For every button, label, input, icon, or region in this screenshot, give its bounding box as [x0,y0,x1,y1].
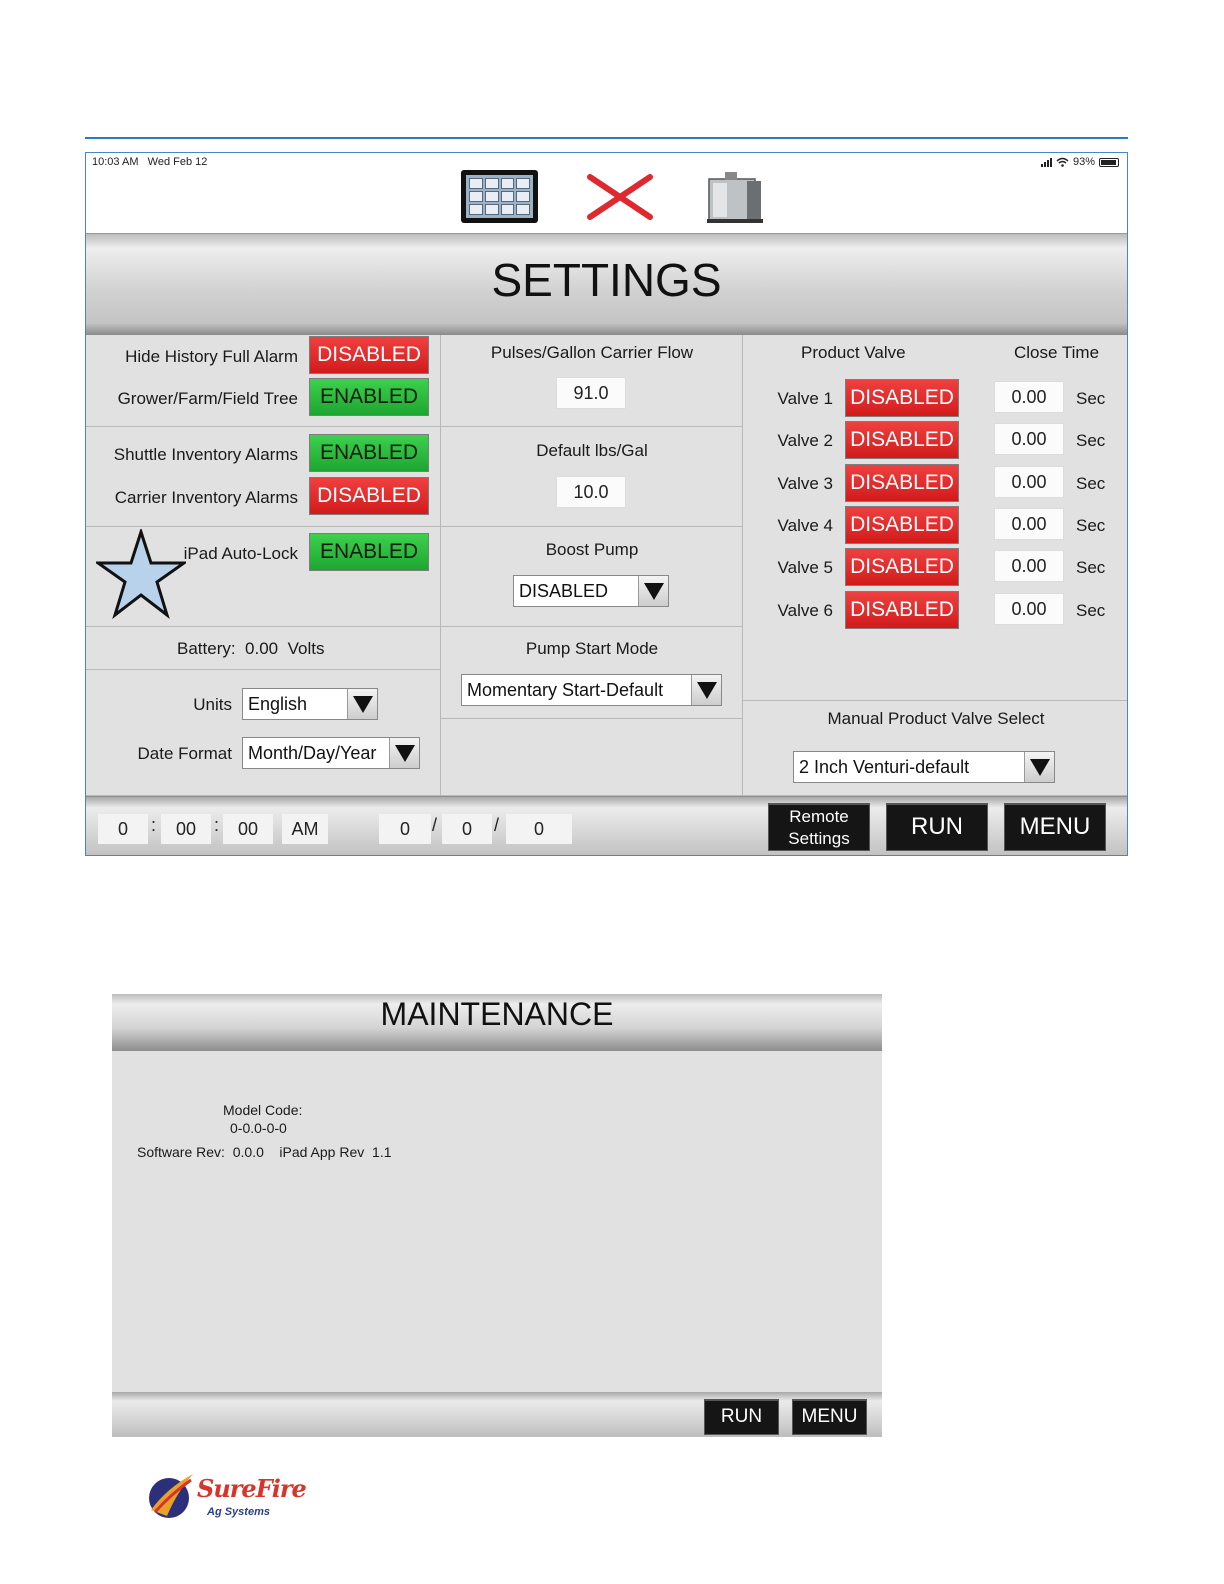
valve-1-close-time-input[interactable]: 0.00 [994,381,1064,413]
valve-5-close-time-input[interactable]: 0.00 [994,550,1064,582]
logo-name: SureFire [197,1474,306,1503]
label-date-format: Date Format [137,744,232,763]
boost-pump-select[interactable]: DISABLED [513,575,669,607]
logo-subtitle: Ag Systems [207,1506,270,1518]
wifi-icon [1056,157,1069,167]
valve-2-toggle[interactable]: DISABLED [845,421,959,459]
label-pulses: Pulses/Gallon Carrier Flow [490,343,694,362]
valve-2-close-time-input[interactable]: 0.00 [994,423,1064,455]
clock-ampm-input[interactable]: AM [282,814,328,844]
valve-6-toggle[interactable]: DISABLED [845,591,959,629]
seconds-unit-label: Sec [1076,389,1106,408]
model-code-label: Model Code: [223,1102,303,1118]
clock-separator: : [151,815,157,835]
label-shuttle-alarms: Shuttle Inventory Alarms [113,445,298,464]
maintenance-title: MAINTENANCE [380,996,614,1032]
seconds-unit-label: Sec [1076,558,1106,578]
chevron-down-icon [1024,752,1054,782]
default-lbs-input[interactable]: 10.0 [556,476,626,508]
valve-label: Valve 2 [777,431,833,451]
status-bar [86,153,1127,235]
valve-label: Valve 6 [777,600,833,620]
shuttle-alarms-toggle[interactable]: ENABLED [309,434,429,472]
signal-icon [1041,158,1052,167]
page-title: SETTINGS [491,254,722,306]
valve-3-toggle[interactable]: DISABLED [845,464,959,502]
chevron-down-icon [347,689,377,719]
date-month-input[interactable]: 0 [379,814,431,844]
date-separator: / [432,815,438,835]
hide-history-toggle[interactable]: DISABLED [309,336,429,374]
valve-label: Valve 5 [777,558,833,578]
clock-second-input[interactable]: 00 [223,814,273,844]
valve-1-toggle[interactable]: DISABLED [845,379,959,417]
units-select[interactable]: English [242,688,378,720]
battery-percent: 93% [1072,156,1095,168]
battery-readout: Battery: 0.00 Volts [177,639,325,658]
label-pump-start: Pump Start Mode [525,639,659,658]
date-separator: / [494,815,500,835]
label-grower-tree: Grower/Farm/Field Tree [117,389,298,408]
maintenance-screen [112,994,882,1437]
valve-3-close-time-input[interactable]: 0.00 [994,466,1064,498]
label-product-valve: Product Valve [801,343,906,362]
clock-hour-input[interactable]: 0 [98,814,148,844]
label-units: Units [193,695,232,714]
menu-button[interactable]: MENU [1004,803,1106,851]
carrier-alarms-toggle[interactable]: DISABLED [309,477,429,515]
valve-6-close-time-input[interactable]: 0.00 [994,593,1064,625]
revision-info: Software Rev: 0.0.0 iPad App Rev 1.1 [137,1144,392,1160]
controller-tablet-icon[interactable] [461,170,538,223]
run-button[interactable]: RUN [886,803,988,851]
settings-screen [85,152,1128,856]
clock-separator: : [214,815,220,835]
valve-label: Valve 1 [777,389,833,408]
seconds-unit-label: Sec [1076,600,1106,620]
top-divider [85,137,1128,139]
maintenance-menu-button[interactable]: MENU [792,1399,867,1435]
status-indicators [1041,156,1119,168]
manual-valve-select[interactable]: 2 Inch Venturi-default [793,751,1055,783]
valve-4-toggle[interactable]: DISABLED [845,506,959,544]
label-auto-lock: iPad Auto-Lock [183,544,298,563]
seconds-unit-label: Sec [1076,473,1106,493]
logo-swoosh-icon [145,1470,197,1522]
status-time: 10:03 AM Wed Feb 12 [92,156,208,168]
chevron-down-icon [389,738,419,768]
chevron-down-icon [691,675,721,705]
remote-settings-button[interactable]: Remote Settings [768,803,870,851]
grower-tree-toggle[interactable]: ENABLED [309,378,429,416]
label-default-lbs: Default lbs/Gal [536,441,648,460]
pump-unit-icon[interactable] [703,169,765,225]
pump-start-select[interactable]: Momentary Start-Default [461,674,722,706]
battery-icon [1099,158,1119,167]
auto-lock-toggle[interactable]: ENABLED [309,533,429,571]
label-carrier-alarms: Carrier Inventory Alarms [114,488,298,507]
valve-label: Valve 3 [777,473,833,493]
clock-minute-input[interactable]: 00 [161,814,211,844]
star-icon [96,529,186,619]
surefire-logo [145,1468,306,1524]
panel-empty [441,719,743,796]
pulses-input[interactable]: 91.0 [556,377,626,409]
date-year-input[interactable]: 0 [506,814,572,844]
seconds-unit-label: Sec [1076,431,1106,451]
date-day-input[interactable]: 0 [442,814,492,844]
valve-label: Valve 4 [777,515,833,535]
maintenance-run-button[interactable]: RUN [704,1399,779,1435]
date-format-select[interactable]: Month/Day/Year [242,737,420,769]
disconnected-x-icon[interactable] [586,173,654,221]
label-boost-pump: Boost Pump [545,540,639,559]
chevron-down-icon [638,576,668,606]
valve-4-close-time-input[interactable]: 0.00 [994,508,1064,540]
seconds-unit-label: Sec [1076,515,1106,535]
label-manual-valve: Manual Product Valve Select [827,709,1045,728]
valve-5-toggle[interactable]: DISABLED [845,548,959,586]
label-hide-history: Hide History Full Alarm [125,347,298,366]
label-close-time: Close Time [1014,343,1100,362]
model-code-value: 0-0.0-0-0 [230,1120,287,1136]
